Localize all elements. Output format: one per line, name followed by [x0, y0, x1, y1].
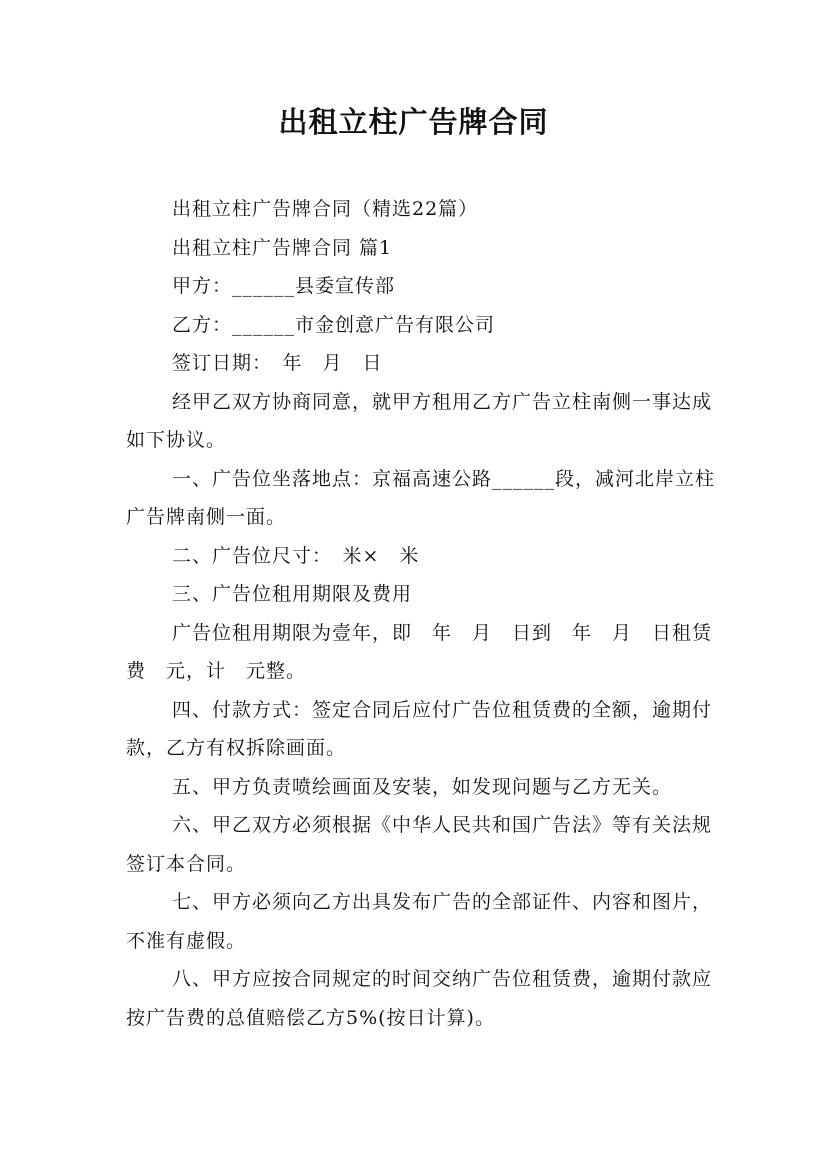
paragraph-clause-5: 五、甲方负责喷绘画面及安装，如发现问题与乙方无关。: [172, 775, 673, 798]
paragraph-clause-4: 四、付款方式：签定合同后应付广告位租赁费的全额，逾期付款，乙方有权拆除画面。: [126, 698, 713, 759]
paragraph-agreement: 经甲乙双方协商同意，就甲方租用乙方广告立柱南侧一事达成如下协议。: [126, 390, 713, 451]
document-title: 出租立柱广告牌合同: [278, 105, 549, 139]
paragraph-party-b: 乙方：______市金创意广告有限公司: [172, 313, 496, 336]
paragraph-lease-term: 广告位租用期限为壹年，即 年 月 日到 年 月 日租赁费 元，计 元整。: [126, 621, 713, 682]
paragraph-party-a: 甲方：______县委宣传部: [172, 275, 396, 297]
paragraph-clause-8: 八、甲方应按合同规定的时间交纳广告位租赁费，逾期付款应按广告费的总值赔偿乙方5%(按日计算)。: [126, 968, 713, 1029]
paragraph-sign-date: 签订日期： 年 月 日: [172, 352, 383, 374]
paragraph-clause-3: 三、广告位租用期限及费用: [172, 583, 413, 605]
paragraph-clause-7: 七、甲方必须向乙方出具发布广告的全部证件、内容和图片，不准有虚假。: [126, 891, 713, 952]
paragraph-clause-6: 六、甲乙双方必须根据《中华人民共和国广告法》等有关法规签订本合同。: [126, 814, 713, 875]
paragraph-section-title: 出租立柱广告牌合同 篇1: [172, 236, 393, 259]
paragraph-clause-1: 一、广告位坐落地点：京福高速公路______段，减河北岸立柱广告牌南侧一面。: [126, 467, 716, 528]
paragraph-clause-2: 二、广告位尺寸： 米× 米: [172, 544, 420, 567]
paragraph-heading: 出租立柱广告牌合同（精选22篇）: [172, 198, 479, 220]
document-body: [126, 190, 716, 1037]
